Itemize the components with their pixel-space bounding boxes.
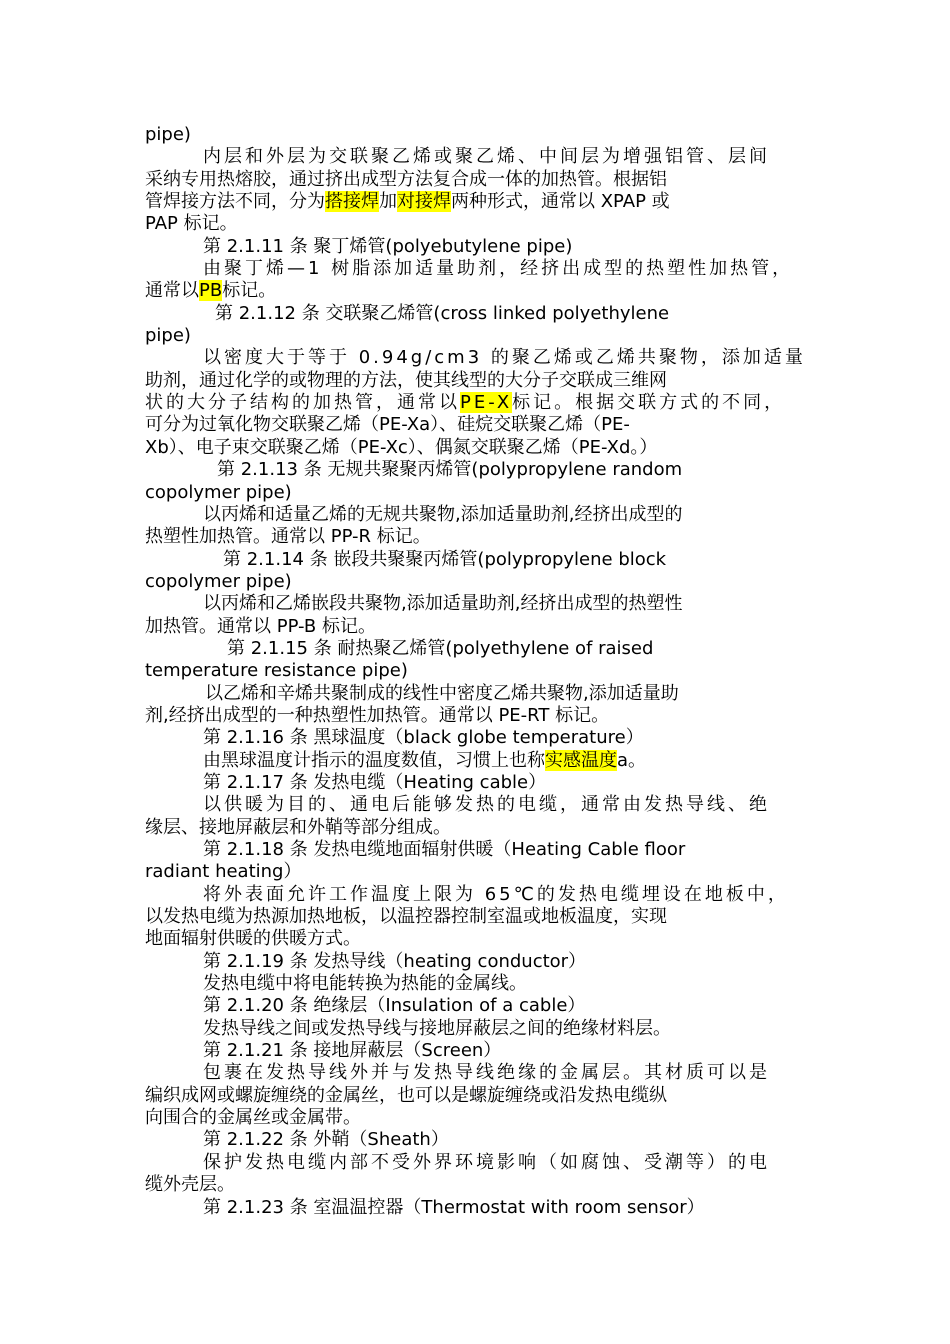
text-line <box>145 191 807 213</box>
line-content <box>145 817 451 839</box>
text-line <box>145 504 807 526</box>
highlighted-term: 对接焊 <box>397 191 451 213</box>
line-content <box>145 1174 235 1196</box>
line-content <box>145 861 301 883</box>
text-line <box>145 482 807 504</box>
text-line <box>145 861 807 883</box>
text-segment: radiant heating） <box>145 861 302 883</box>
text-line <box>145 236 807 258</box>
line-content <box>145 124 191 146</box>
line-content <box>203 1129 449 1151</box>
text-segment: 状的大分子结构的加热管，通常以 <box>145 392 460 414</box>
text-line <box>145 884 807 906</box>
text-segment: 发热导线之间或发热导线与接地屏蔽层之间的绝缘材料层。 <box>203 1017 671 1039</box>
text-segment: 缆外壳层。 <box>145 1174 235 1196</box>
text-segment: 将外表面允许工作温度上限为 65℃的发热电缆埋设在地板中， <box>203 883 789 905</box>
text-segment: 以发热电缆为热源加热地板，以温控器控制室温或地板温度，实现 <box>145 906 667 928</box>
line-content <box>145 392 785 414</box>
line-content <box>215 303 669 325</box>
text-segment: 第 2.1.15 条 耐热聚乙烯管(polyethylene of raised <box>227 637 654 659</box>
text-line <box>145 817 807 839</box>
text-line <box>145 951 807 973</box>
text-segment: 第 2.1.18 条 发热电缆地面辐射供暖（Heating Cable floor <box>203 839 686 860</box>
text-segment: 以密度大于等于 0.94g/cm3 的聚乙烯或乙烯共聚物，添加适量 <box>203 347 806 369</box>
text-segment: 第 2.1.19 条 发热导线（heating conductor） <box>203 950 587 972</box>
text-segment: 采纳专用热熔胶，通过挤出成型方法复合成一体的加热管。根据铝 <box>145 168 667 190</box>
line-content <box>203 504 682 526</box>
line-content <box>203 236 572 258</box>
text-line <box>145 414 807 436</box>
line-content <box>203 772 546 794</box>
text-line <box>145 303 807 325</box>
text-line <box>145 705 807 727</box>
text-segment: 两种形式，通常以 XPAP 或 <box>451 191 670 213</box>
text-line <box>145 1018 807 1040</box>
text-segment: 管焊接方法不同，分为 <box>145 191 325 213</box>
text-line <box>145 459 807 481</box>
text-segment: 内层和外层为交联聚乙烯或聚乙烯、中间层为增强铝管、层间 <box>203 146 770 168</box>
text-line <box>145 146 807 168</box>
line-content <box>145 616 376 638</box>
text-line <box>145 1062 807 1084</box>
line-content <box>145 1107 361 1129</box>
text-line <box>145 392 807 414</box>
text-line <box>145 973 807 995</box>
highlighted-term: 实感温度 <box>545 749 617 771</box>
text-line <box>145 1085 807 1107</box>
text-segment: pipe) <box>145 124 191 145</box>
line-content <box>203 1197 705 1219</box>
text-segment: 加热管。通常以 PP-B 标记。 <box>145 615 376 637</box>
text-segment: 由黑球温度计指示的温度数值，习惯上也称 <box>203 749 545 771</box>
text-segment: a。 <box>617 749 647 771</box>
text-segment: pipe) <box>145 325 191 347</box>
line-content <box>203 347 806 369</box>
text-line <box>145 325 807 347</box>
line-content <box>145 1085 667 1107</box>
text-line <box>145 549 807 571</box>
text-line <box>145 370 807 392</box>
line-content <box>203 1152 770 1174</box>
text-line <box>145 124 807 146</box>
text-line <box>145 794 807 816</box>
line-content <box>203 258 793 280</box>
line-content <box>203 794 770 816</box>
line-content <box>145 482 292 504</box>
text-segment: 第 2.1.20 条 绝缘层（Insulation of a cable） <box>203 995 586 1017</box>
text-line <box>145 638 807 660</box>
line-content <box>203 884 789 906</box>
line-content <box>145 928 361 950</box>
text-line <box>145 280 807 302</box>
line-content <box>203 727 644 749</box>
text-segment: 第 2.1.16 条 黑球温度（black globe temperature） <box>203 727 644 749</box>
text-segment: 助剂，通过化学的或物理的方法，使其线型的大分子交联成三维网 <box>145 369 667 391</box>
line-content <box>217 459 682 481</box>
text-segment: 第 2.1.14 条 嵌段共聚聚丙烯管(polypropylene block <box>223 548 667 570</box>
line-content <box>145 705 609 727</box>
text-segment: 第 2.1.11 条 聚丁烯管(polyebutylene pipe) <box>203 235 573 257</box>
text-line <box>145 258 807 280</box>
text-line <box>145 660 807 682</box>
text-segment: 通常以 <box>145 280 199 302</box>
text-segment: 以供暖为目的、通电后能够发热的电缆，通常由发热导线、绝 <box>203 794 770 816</box>
text-line <box>145 995 807 1017</box>
text-segment: copolymer pipe) <box>145 481 292 503</box>
text-segment: PAP 标记。 <box>145 213 238 235</box>
line-content <box>203 1018 671 1040</box>
line-content <box>145 414 630 436</box>
text-segment: 第 2.1.12 条 交联聚乙烯管(cross linked polyethylene <box>215 302 670 324</box>
text-line <box>145 571 807 593</box>
line-content <box>223 549 666 571</box>
text-segment: 地面辐射供暖的供暖方式。 <box>145 928 361 950</box>
line-content <box>227 638 653 660</box>
text-line <box>145 526 807 548</box>
line-content <box>203 146 770 168</box>
line-content <box>145 906 667 928</box>
text-line <box>145 906 807 928</box>
text-segment: 以乙烯和辛烯共聚制成的线性中密度乙烯共聚物,添加适量助 <box>205 682 679 704</box>
text-line <box>145 169 807 191</box>
highlighted-term: PE-X <box>460 392 513 414</box>
text-segment: 第 2.1.23 条 室温温控器（Thermostat with room sensor） <box>203 1196 705 1218</box>
text-line <box>145 1197 807 1219</box>
text-line <box>145 1174 807 1196</box>
text-segment: 标记。 <box>222 280 277 302</box>
text-segment: 缘层、接地屏蔽层和外鞘等部分组成。 <box>145 816 451 838</box>
highlighted-term: 搭接焊 <box>325 191 379 213</box>
text-segment: 以丙烯和适量乙烯的无规共聚物,添加适量助剂,经挤出成型的 <box>203 503 683 525</box>
text-line <box>145 1129 807 1151</box>
text-segment: Xb）、电子束交联聚乙烯（PE-Xc）、偶氮交联聚乙烯（PE-Xd。） <box>145 436 658 458</box>
text-segment: copolymer pipe) <box>145 570 292 592</box>
text-line <box>145 727 807 749</box>
line-content <box>145 169 667 191</box>
text-segment: 标记。根据交联方式的不同， <box>512 392 786 414</box>
line-content <box>203 839 685 861</box>
text-line <box>145 616 807 638</box>
line-content <box>203 1040 501 1062</box>
text-segment: 第 2.1.21 条 接地屏蔽层（Screen） <box>203 1040 502 1062</box>
text-segment: 保护发热电缆内部不受外界环境影响（如腐蚀、受潮等）的电 <box>203 1151 770 1173</box>
line-content <box>145 526 431 548</box>
text-line <box>145 1040 807 1062</box>
text-line <box>145 437 807 459</box>
text-segment: 加 <box>379 191 397 213</box>
text-line <box>145 1152 807 1174</box>
text-segment: 剂,经挤出成型的一种热塑性加热管。通常以 PE-RT 标记。 <box>145 704 610 726</box>
text-segment: 向围合的金属丝或金属带。 <box>145 1107 361 1129</box>
line-content <box>203 995 585 1017</box>
text-segment: 第 2.1.17 条 发热电缆（Heating cable） <box>203 771 547 793</box>
text-segment: 可分为过氧化物交联聚乙烯（PE-Xa）、硅烷交联聚乙烯（PE- <box>145 414 630 436</box>
text-segment: temperature resistance pipe) <box>145 660 408 682</box>
text-line <box>145 593 807 615</box>
document-page <box>145 124 807 1219</box>
line-content <box>205 683 679 705</box>
text-segment: 发热电缆中将电能转换为热能的金属线。 <box>203 973 527 995</box>
text-line <box>145 928 807 950</box>
text-segment: 以丙烯和乙烯嵌段共聚物,添加适量助剂,经挤出成型的热塑性 <box>203 593 683 615</box>
line-content <box>203 593 682 615</box>
text-segment: 编织成网或螺旋缠绕的金属丝，也可以是螺旋缠绕或沿发热电缆纵 <box>145 1084 667 1106</box>
line-content <box>145 660 408 682</box>
line-content <box>145 571 292 593</box>
text-segment: 热塑性加热管。通常以 PP-R 标记。 <box>145 526 431 548</box>
line-content <box>203 1062 770 1084</box>
highlighted-term: PB <box>199 280 223 302</box>
line-content <box>203 951 586 973</box>
line-content <box>145 280 276 302</box>
line-content <box>145 213 238 235</box>
text-segment: 第 2.1.13 条 无规共聚聚丙烯管(polypropylene random <box>217 459 683 481</box>
text-line <box>145 750 807 772</box>
line-content <box>145 191 670 213</box>
line-content <box>145 437 657 459</box>
text-line <box>145 213 807 235</box>
line-content <box>203 750 646 772</box>
text-line <box>145 347 807 369</box>
text-segment: 第 2.1.22 条 外鞘（Sheath） <box>203 1129 449 1151</box>
text-line <box>145 839 807 861</box>
line-content <box>203 973 527 995</box>
text-line <box>145 1107 807 1129</box>
text-segment: 由聚丁烯—1 树脂添加适量助剂，经挤出成型的热塑性加热管， <box>203 258 794 280</box>
text-line <box>145 772 807 794</box>
line-content <box>145 325 191 347</box>
text-segment: 包裹在发热导线外并与发热导线绝缘的金属层。其材质可以是 <box>203 1062 770 1084</box>
line-content <box>145 370 667 392</box>
text-line <box>145 683 807 705</box>
